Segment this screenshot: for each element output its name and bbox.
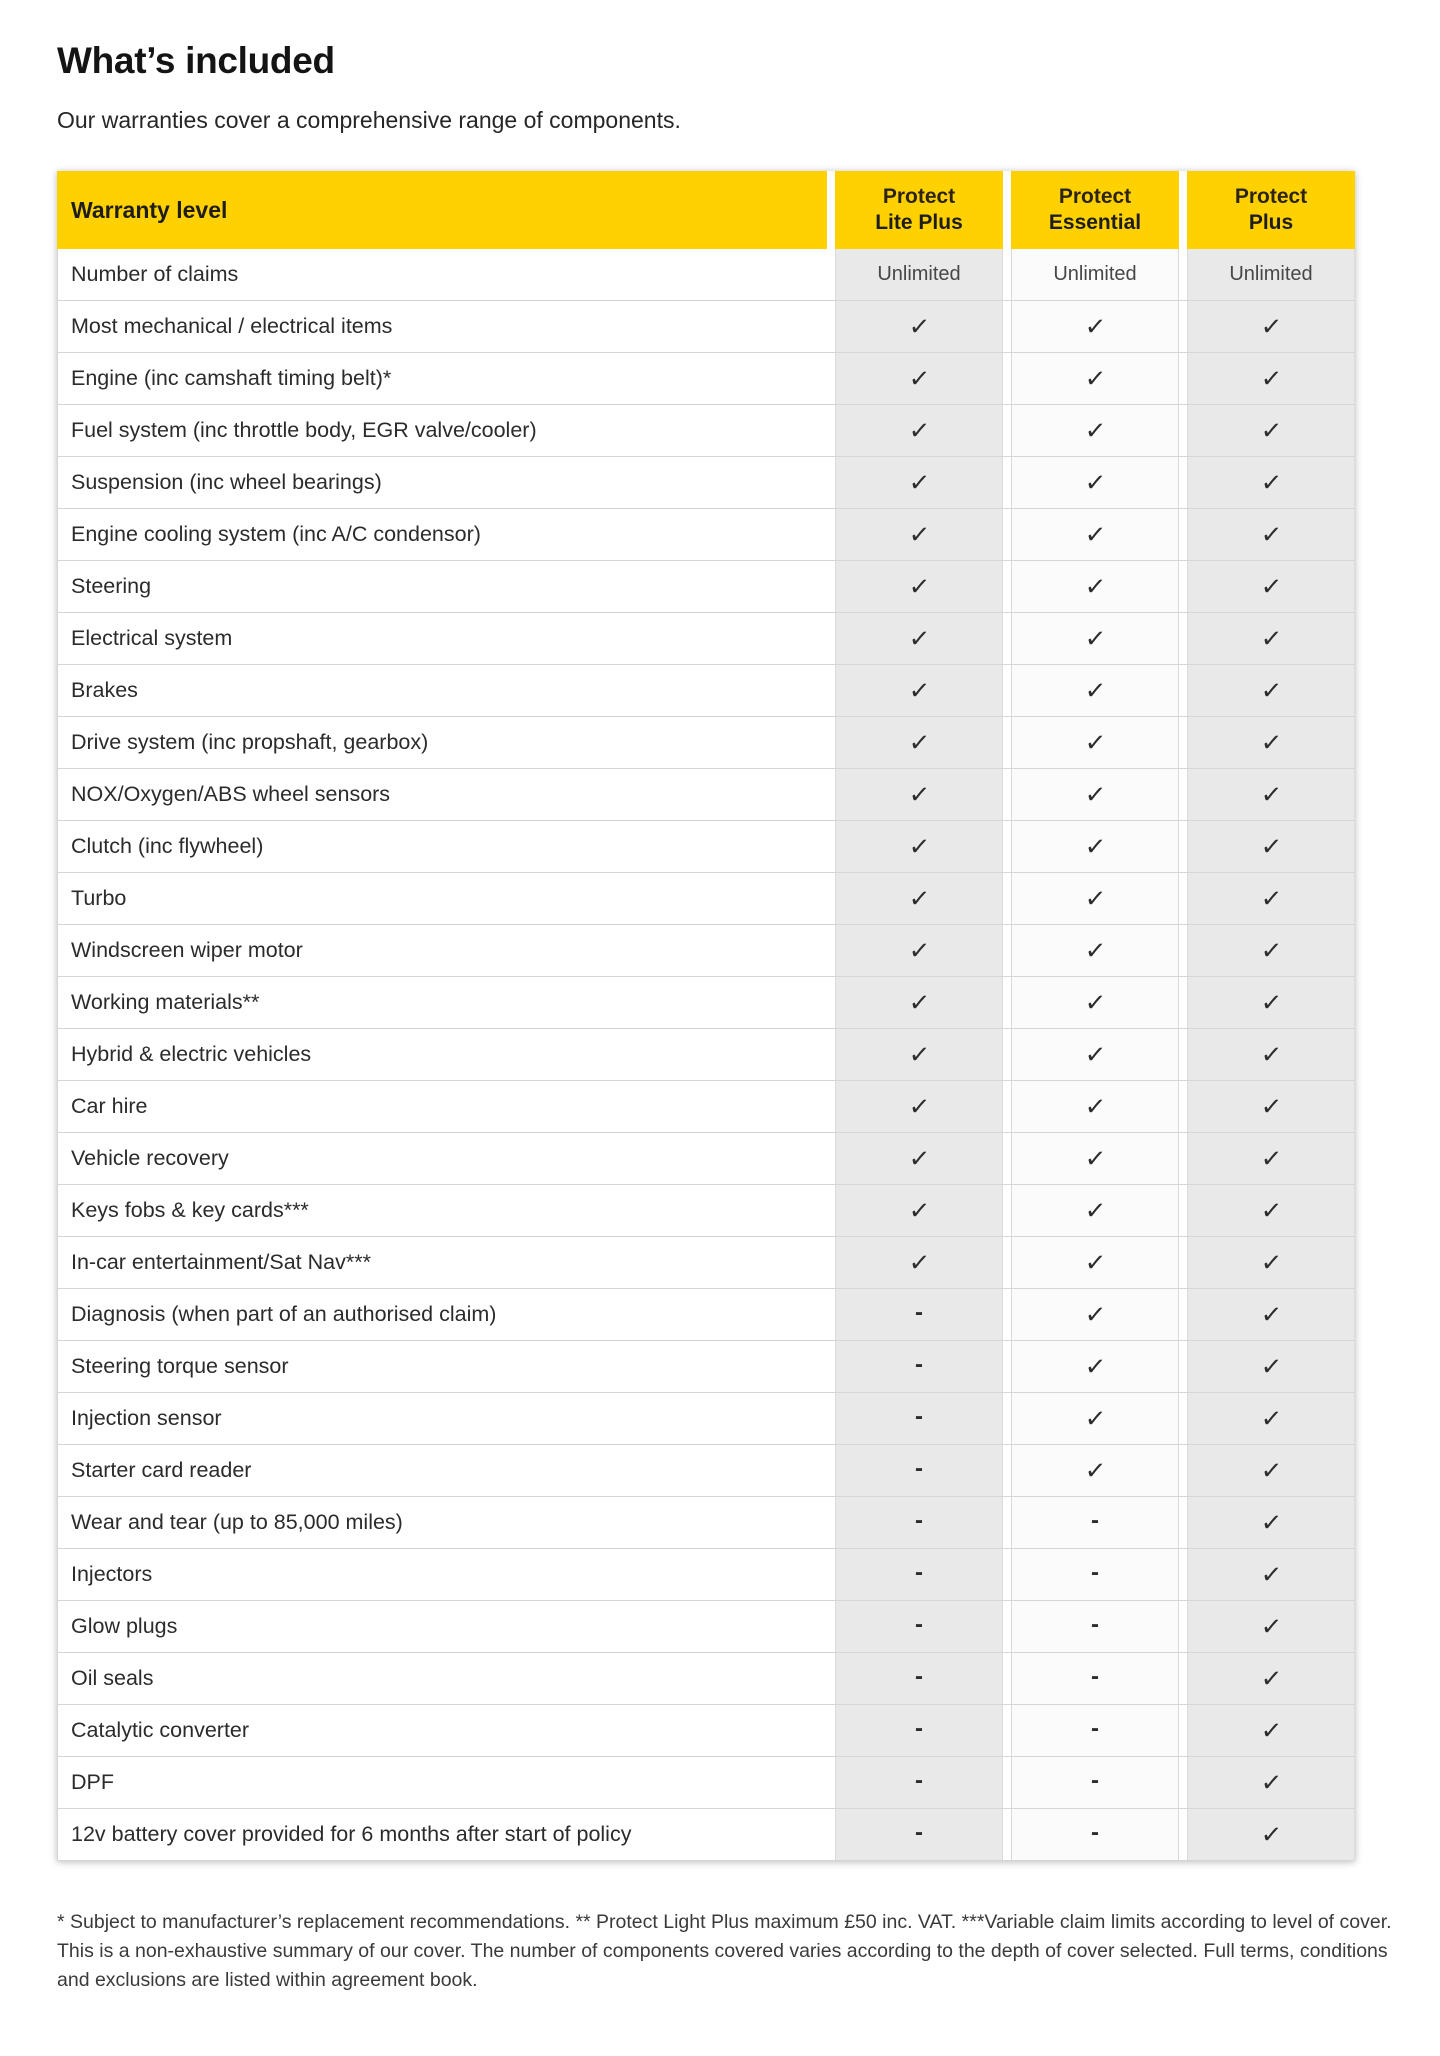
cell-protect-lite-plus — [835, 509, 1003, 560]
check-icon: ✓ — [1083, 467, 1107, 498]
page-title: What’s included — [57, 40, 335, 81]
cell-protect-lite-plus — [835, 1705, 1003, 1756]
check-icon: ✓ — [1259, 415, 1283, 446]
cell-protect-essential — [1011, 405, 1179, 456]
cell-protect-essential — [1011, 1445, 1179, 1496]
cell-protect-plus — [1187, 925, 1355, 976]
cell-protect-lite-plus — [835, 1601, 1003, 1652]
row-label: Clutch (inc flywheel) — [71, 834, 264, 858]
dash-icon: - — [915, 1506, 923, 1534]
check-icon: ✓ — [907, 1039, 931, 1070]
row-label: Drive system (inc propshaft, gearbox) — [71, 730, 429, 754]
cell-protect-plus — [1187, 665, 1355, 716]
check-icon: ✓ — [907, 831, 931, 862]
cell-protect-lite-plus — [835, 1029, 1003, 1080]
table-row — [58, 1133, 1355, 1185]
check-icon: ✓ — [1083, 1143, 1107, 1174]
check-icon: ✓ — [1083, 987, 1107, 1018]
cell-protect-essential — [1011, 821, 1179, 872]
row-label: Number of claims — [71, 262, 239, 286]
check-icon: ✓ — [1259, 675, 1283, 706]
cell-protect-essential — [1011, 665, 1179, 716]
table-row — [58, 873, 1355, 925]
cell-protect-lite-plus — [835, 353, 1003, 404]
cell-protect-lite-plus — [835, 1445, 1003, 1496]
check-icon: ✓ — [1259, 1299, 1283, 1330]
cell-protect-plus — [1187, 873, 1355, 924]
check-icon: ✓ — [1259, 571, 1283, 602]
table-row — [58, 1341, 1355, 1393]
table-row — [58, 1289, 1355, 1341]
cell-protect-lite-plus — [835, 717, 1003, 768]
cell-protect-lite-plus — [835, 1185, 1003, 1236]
dash-icon: - — [1091, 1714, 1099, 1742]
table-row — [58, 1081, 1355, 1133]
cell-protect-plus — [1187, 977, 1355, 1028]
table-row — [58, 1549, 1355, 1601]
row-label: Keys fobs & key cards*** — [71, 1198, 309, 1222]
cell-protect-plus — [1187, 509, 1355, 560]
cell-protect-essential — [1011, 1341, 1179, 1392]
check-icon: ✓ — [907, 1143, 931, 1174]
dash-icon: - — [915, 1818, 923, 1846]
check-icon: ✓ — [1083, 415, 1107, 446]
row-label: Vehicle recovery — [71, 1146, 229, 1170]
cell-protect-plus — [1187, 1341, 1355, 1392]
check-icon: ✓ — [1259, 1715, 1283, 1746]
check-icon: ✓ — [1083, 363, 1107, 394]
cell-protect-plus — [1187, 561, 1355, 612]
cell-protect-plus — [1187, 457, 1355, 508]
cell-protect-essential — [1011, 1809, 1179, 1860]
dash-icon: - — [915, 1454, 923, 1482]
check-icon: ✓ — [1259, 363, 1283, 394]
dash-icon: - — [1091, 1558, 1099, 1586]
row-label: Brakes — [71, 678, 138, 702]
cell-protect-essential — [1011, 977, 1179, 1028]
column-header-brand: Protect — [1234, 185, 1308, 208]
column-header-protect-essential — [1011, 171, 1179, 249]
check-icon: ✓ — [1259, 1507, 1283, 1538]
table-row — [58, 1497, 1355, 1549]
cell-protect-essential — [1011, 1549, 1179, 1600]
check-icon: ✓ — [1259, 727, 1283, 758]
check-icon: ✓ — [1083, 571, 1107, 602]
dash-icon: - — [1091, 1662, 1099, 1690]
check-icon: ✓ — [1083, 1091, 1107, 1122]
check-icon: ✓ — [1259, 831, 1283, 862]
cell-protect-essential — [1011, 301, 1179, 352]
column-header-tier: Lite Plus — [875, 211, 963, 234]
row-label: Hybrid & electric vehicles — [71, 1042, 312, 1066]
row-label: Car hire — [71, 1094, 148, 1118]
cell-protect-lite-plus — [835, 769, 1003, 820]
cell-protect-plus — [1187, 1185, 1355, 1236]
cell-protect-essential — [1011, 873, 1179, 924]
column-header-tier: Essential — [1048, 211, 1142, 234]
table-row — [58, 665, 1355, 717]
table-row — [58, 1185, 1355, 1237]
check-icon: ✓ — [1083, 1247, 1107, 1278]
cell-protect-essential — [1011, 1081, 1179, 1132]
check-icon: ✓ — [1259, 883, 1283, 914]
table-row — [58, 353, 1355, 405]
check-icon: ✓ — [1259, 1091, 1283, 1122]
cell-protect-lite-plus — [835, 1809, 1003, 1860]
cell-protect-essential — [1011, 1029, 1179, 1080]
check-icon: ✓ — [1259, 1195, 1283, 1226]
table-row — [58, 509, 1355, 561]
column-header-protect-lite-plus — [835, 171, 1003, 249]
table-row — [58, 1029, 1355, 1081]
table-row — [58, 561, 1355, 613]
column-header-protect-plus — [1187, 171, 1355, 249]
check-icon: ✓ — [1083, 675, 1107, 706]
cell-protect-plus — [1187, 1549, 1355, 1600]
row-label: Engine (inc camshaft timing belt)* — [71, 366, 392, 390]
cell-protect-essential — [1011, 1705, 1179, 1756]
cell-text: Unlimited — [1229, 263, 1313, 285]
check-icon: ✓ — [1083, 831, 1107, 862]
row-label: Oil seals — [71, 1666, 154, 1690]
dash-icon: - — [1091, 1610, 1099, 1638]
cell-protect-plus — [1187, 613, 1355, 664]
check-icon: ✓ — [907, 675, 931, 706]
cell-protect-lite-plus — [835, 301, 1003, 352]
cell-protect-lite-plus — [835, 457, 1003, 508]
cell-protect-plus — [1187, 1133, 1355, 1184]
cell-protect-plus — [1187, 1081, 1355, 1132]
cell-protect-essential — [1011, 1133, 1179, 1184]
table-row — [58, 1445, 1355, 1497]
table-row — [58, 1705, 1355, 1757]
dash-icon: - — [915, 1610, 923, 1638]
column-header-brand: Protect — [1058, 185, 1132, 208]
check-icon: ✓ — [1259, 1611, 1283, 1642]
check-icon: ✓ — [907, 623, 931, 654]
table-row — [58, 717, 1355, 769]
check-icon: ✓ — [907, 1195, 931, 1226]
cell-protect-essential — [1011, 561, 1179, 612]
check-icon: ✓ — [1083, 1195, 1107, 1226]
cell-protect-lite-plus — [835, 1341, 1003, 1392]
check-icon: ✓ — [1259, 987, 1283, 1018]
cell-protect-essential — [1011, 1653, 1179, 1704]
cell-protect-essential — [1011, 613, 1179, 664]
cell-protect-essential — [1011, 457, 1179, 508]
table-row — [58, 1393, 1355, 1445]
check-icon: ✓ — [907, 1091, 931, 1122]
table-row — [58, 977, 1355, 1029]
check-icon: ✓ — [1259, 1663, 1283, 1694]
cell-protect-essential — [1011, 717, 1179, 768]
check-icon: ✓ — [907, 987, 931, 1018]
table-header-row — [57, 171, 1355, 249]
cell-protect-plus — [1187, 1757, 1355, 1808]
table-row — [58, 457, 1355, 509]
table-row — [58, 301, 1355, 353]
check-icon: ✓ — [1259, 1351, 1283, 1382]
check-icon: ✓ — [1259, 1039, 1283, 1070]
cell-protect-essential — [1011, 1237, 1179, 1288]
cell-protect-plus — [1187, 301, 1355, 352]
cell-protect-essential — [1011, 1393, 1179, 1444]
dash-icon: - — [915, 1402, 923, 1430]
check-icon: ✓ — [1259, 1403, 1283, 1434]
footnote-text: * Subject to manufacturer’s replacement recommendations. ** Protect Light Plus maximum £50 inc. VAT. ***Variable claim limits according to level of cover. This is a non-exhaustive summary of our cover. The number of components covered varies according to the depth of cover selected. Full terms, conditions and exclusions are listed within agreement book. — [57, 1911, 1392, 1991]
cell-protect-lite-plus — [835, 1237, 1003, 1288]
cell-protect-plus — [1187, 1029, 1355, 1080]
check-icon: ✓ — [1083, 1455, 1107, 1486]
check-icon: ✓ — [1259, 1767, 1283, 1798]
check-icon: ✓ — [907, 571, 931, 602]
row-label: Injectors — [71, 1562, 153, 1586]
check-icon: ✓ — [907, 415, 931, 446]
dash-icon: - — [915, 1766, 923, 1794]
row-label: 12v battery cover provided for 6 months after start of policy — [71, 1822, 632, 1846]
cell-protect-plus — [1187, 769, 1355, 820]
page-subtitle: Our warranties cover a comprehensive range of components. — [57, 107, 681, 133]
warranty-level-header: Warranty level — [57, 171, 827, 249]
cell-protect-plus — [1187, 1289, 1355, 1340]
row-label: Glow plugs — [71, 1614, 178, 1638]
dash-icon: - — [1091, 1818, 1099, 1846]
row-label: Steering — [71, 574, 152, 598]
cell-protect-lite-plus — [835, 1133, 1003, 1184]
cell-text: Unlimited — [877, 263, 961, 285]
cell-protect-essential — [1011, 1289, 1179, 1340]
cell-protect-plus — [1187, 717, 1355, 768]
check-icon: ✓ — [907, 883, 931, 914]
dash-icon: - — [915, 1558, 923, 1586]
table-row — [58, 1757, 1355, 1809]
check-icon: ✓ — [1083, 779, 1107, 810]
row-label: Most mechanical / electrical items — [71, 314, 393, 338]
cell-protect-plus — [1187, 405, 1355, 456]
row-label: Diagnosis (when part of an authorised claim) — [71, 1302, 497, 1326]
cell-protect-plus — [1187, 1809, 1355, 1860]
cell-protect-lite-plus — [835, 1393, 1003, 1444]
dash-icon: - — [915, 1350, 923, 1378]
cell-protect-essential — [1011, 249, 1179, 300]
check-icon: ✓ — [1083, 311, 1107, 342]
dash-icon: - — [1091, 1506, 1099, 1534]
cell-protect-plus — [1187, 1705, 1355, 1756]
cell-protect-lite-plus — [835, 977, 1003, 1028]
cell-protect-lite-plus — [835, 1549, 1003, 1600]
table-row — [58, 821, 1355, 873]
cell-protect-lite-plus — [835, 821, 1003, 872]
row-label: Electrical system — [71, 626, 233, 650]
cell-protect-plus — [1187, 1237, 1355, 1288]
table-body — [57, 249, 1355, 1861]
cell-protect-essential — [1011, 769, 1179, 820]
check-icon: ✓ — [1259, 519, 1283, 550]
check-icon: ✓ — [1083, 1299, 1107, 1330]
row-label: DPF — [71, 1770, 114, 1794]
cell-protect-plus — [1187, 1393, 1355, 1444]
table-row — [58, 925, 1355, 977]
check-icon: ✓ — [1259, 1143, 1283, 1174]
cell-protect-essential — [1011, 1497, 1179, 1548]
cell-protect-plus — [1187, 1445, 1355, 1496]
cell-protect-plus — [1187, 1601, 1355, 1652]
row-label: Windscreen wiper motor — [71, 938, 303, 962]
row-label: Catalytic converter — [71, 1718, 250, 1742]
cell-protect-lite-plus — [835, 665, 1003, 716]
cell-protect-lite-plus — [835, 561, 1003, 612]
table-row — [58, 405, 1355, 457]
check-icon: ✓ — [907, 363, 931, 394]
check-icon: ✓ — [1259, 311, 1283, 342]
check-icon: ✓ — [1083, 727, 1107, 758]
row-label: Suspension (inc wheel bearings) — [71, 470, 382, 494]
cell-text: Unlimited — [1053, 263, 1137, 285]
check-icon: ✓ — [1259, 623, 1283, 654]
cell-protect-essential — [1011, 1185, 1179, 1236]
check-icon: ✓ — [1259, 1455, 1283, 1486]
check-icon: ✓ — [1259, 1819, 1283, 1850]
cell-protect-plus — [1187, 821, 1355, 872]
check-icon: ✓ — [1083, 519, 1107, 550]
check-icon: ✓ — [907, 1247, 931, 1278]
check-icon: ✓ — [1259, 1559, 1283, 1590]
check-icon: ✓ — [907, 467, 931, 498]
table-row — [58, 1237, 1355, 1289]
check-icon: ✓ — [1259, 935, 1283, 966]
cell-protect-lite-plus — [835, 613, 1003, 664]
table-row — [58, 769, 1355, 821]
cell-protect-plus — [1187, 353, 1355, 404]
check-icon: ✓ — [1083, 1039, 1107, 1070]
check-icon: ✓ — [1083, 1403, 1107, 1434]
check-icon: ✓ — [1259, 1247, 1283, 1278]
dash-icon: - — [1091, 1766, 1099, 1794]
cell-protect-lite-plus — [835, 249, 1003, 300]
cell-protect-plus — [1187, 1497, 1355, 1548]
row-label: Engine cooling system (inc A/C condensor) — [71, 522, 481, 546]
check-icon: ✓ — [907, 779, 931, 810]
cell-protect-essential — [1011, 509, 1179, 560]
dash-icon: - — [915, 1714, 923, 1742]
cell-protect-plus — [1187, 1653, 1355, 1704]
row-label: NOX/Oxygen/ABS wheel sensors — [71, 782, 391, 806]
column-header-brand: Protect — [882, 185, 956, 208]
check-icon: ✓ — [907, 935, 931, 966]
check-icon: ✓ — [907, 311, 931, 342]
cell-protect-lite-plus — [835, 925, 1003, 976]
check-icon: ✓ — [1083, 623, 1107, 654]
cell-protect-lite-plus — [835, 1289, 1003, 1340]
check-icon: ✓ — [1259, 779, 1283, 810]
table-row — [58, 249, 1355, 301]
cell-protect-plus — [1187, 249, 1355, 300]
row-label: Steering torque sensor — [71, 1354, 289, 1378]
cell-protect-essential — [1011, 353, 1179, 404]
row-label: Wear and tear (up to 85,000 miles) — [71, 1510, 403, 1534]
check-icon: ✓ — [1259, 467, 1283, 498]
dash-icon: - — [915, 1298, 923, 1326]
cell-protect-essential — [1011, 925, 1179, 976]
warranty-comparison-table — [57, 171, 1355, 1861]
cell-protect-lite-plus — [835, 405, 1003, 456]
row-label: In-car entertainment/Sat Nav*** — [71, 1250, 371, 1274]
table-row — [58, 1809, 1355, 1861]
cell-protect-lite-plus — [835, 1653, 1003, 1704]
table-row — [58, 1601, 1355, 1653]
table-row — [58, 1653, 1355, 1705]
check-icon: ✓ — [1083, 1351, 1107, 1382]
cell-protect-lite-plus — [835, 1497, 1003, 1548]
check-icon: ✓ — [907, 727, 931, 758]
row-label: Fuel system (inc throttle body, EGR valve/cooler) — [71, 418, 537, 442]
table-row — [58, 613, 1355, 665]
row-label: Turbo — [71, 886, 127, 910]
row-label: Working materials** — [71, 990, 260, 1014]
column-header-tier: Plus — [1248, 211, 1294, 234]
dash-icon: - — [915, 1662, 923, 1690]
check-icon: ✓ — [1083, 883, 1107, 914]
cell-protect-essential — [1011, 1757, 1179, 1808]
cell-protect-lite-plus — [835, 1081, 1003, 1132]
check-icon: ✓ — [1083, 935, 1107, 966]
check-icon: ✓ — [907, 519, 931, 550]
cell-protect-essential — [1011, 1601, 1179, 1652]
cell-protect-lite-plus — [835, 873, 1003, 924]
cell-protect-lite-plus — [835, 1757, 1003, 1808]
row-label: Injection sensor — [71, 1406, 222, 1430]
row-label: Starter card reader — [71, 1458, 252, 1482]
